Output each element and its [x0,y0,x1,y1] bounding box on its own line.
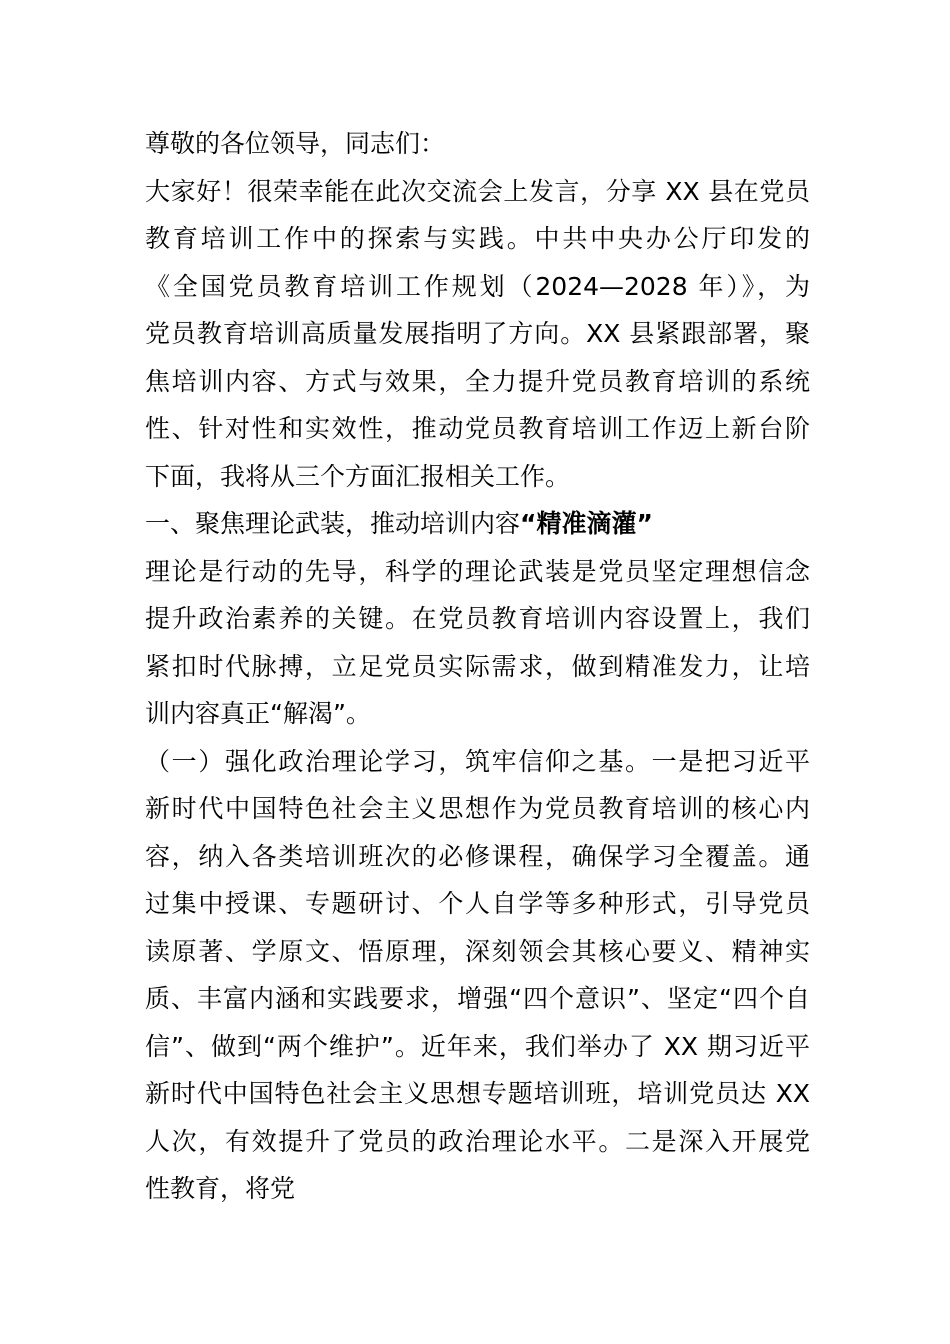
salutation: 尊敬的各位领导，同志们： [145,129,446,158]
section-1-para-2-line-3: 容，纳入各类培训班次的必修课程，确保学习全覆盖。通 [145,842,810,871]
section-1-heading [145,504,810,544]
section-1-para-1-line-1: 理论是行动的先导，科学的理论武装是党员坚定理想信念 [145,557,810,586]
section-1-para-2-line-10: 性教育，将党 [145,1174,296,1203]
section-1-para-1-line-4: 训内容真正“解渴”。 [145,699,371,728]
intro-line-6: 性、针对性和实效性，推动党员教育培训工作迈上新台阶 [145,414,810,443]
intro-line-2: 教育培训工作中的探索与实践。中共中央办公厅印发的 [145,224,810,253]
section-1-para-2-line-1: （一）强化政治理论学习，筑牢信仰之基。一是把习近平 [145,747,810,776]
section-1-para-2-line-8: 新时代中国特色社会主义思想专题培训班，培训党员达 XX [145,1079,810,1108]
intro-line-1: 大家好！很荣幸能在此次交流会上发言，分享 XX 县在党员 [145,177,810,206]
section-1-para-2-line-5: 读原著、学原文、悟原理，深刻领会其核心要义、精神实 [145,937,810,966]
intro-line-3: 《全国党员教育培训工作规划（2024—2028 年）》，为 [145,272,810,301]
section-1-para-2-line-6: 质、丰富内涵和实践要求，增强“四个意识”、坚定“四个自 [145,984,810,1013]
section-1-para-2-line-2: 新时代中国特色社会主义思想作为党员教育培训的核心内 [145,794,810,823]
section-1-para-1-line-2: 提升政治素养的关键。在党员教育培训内容设置上，我们 [145,604,810,633]
section-1-para-2-line-7: 信”、做到“两个维护”。近年来，我们举办了 XX 期习近平 [145,1032,810,1061]
section-1-heading-prefix: 一、聚焦理论武装，推动培训内容 [145,509,521,538]
intro-line-7: 下面，我将从三个方面汇报相关工作。 [145,462,571,491]
intro-line-5: 焦培训内容、方式与效果，全力提升党员教育培训的系统 [145,367,810,396]
section-1-para-2-line-4: 过集中授课、专题研讨、个人自学等多种形式，引导党员 [145,889,810,918]
section-1-para-1-line-3: 紧扣时代脉搏，立足党员实际需求，做到精准发力，让培 [145,652,810,681]
section-1-para-2-line-9: 人次，有效提升了党员的政治理论水平。二是深入开展党 [145,1127,810,1156]
intro-line-4: 党员教育培训高质量发展指明了方向。XX 县紧跟部署，聚 [145,319,810,348]
section-1-heading-emphasis: “精准滴灌” [520,509,653,538]
